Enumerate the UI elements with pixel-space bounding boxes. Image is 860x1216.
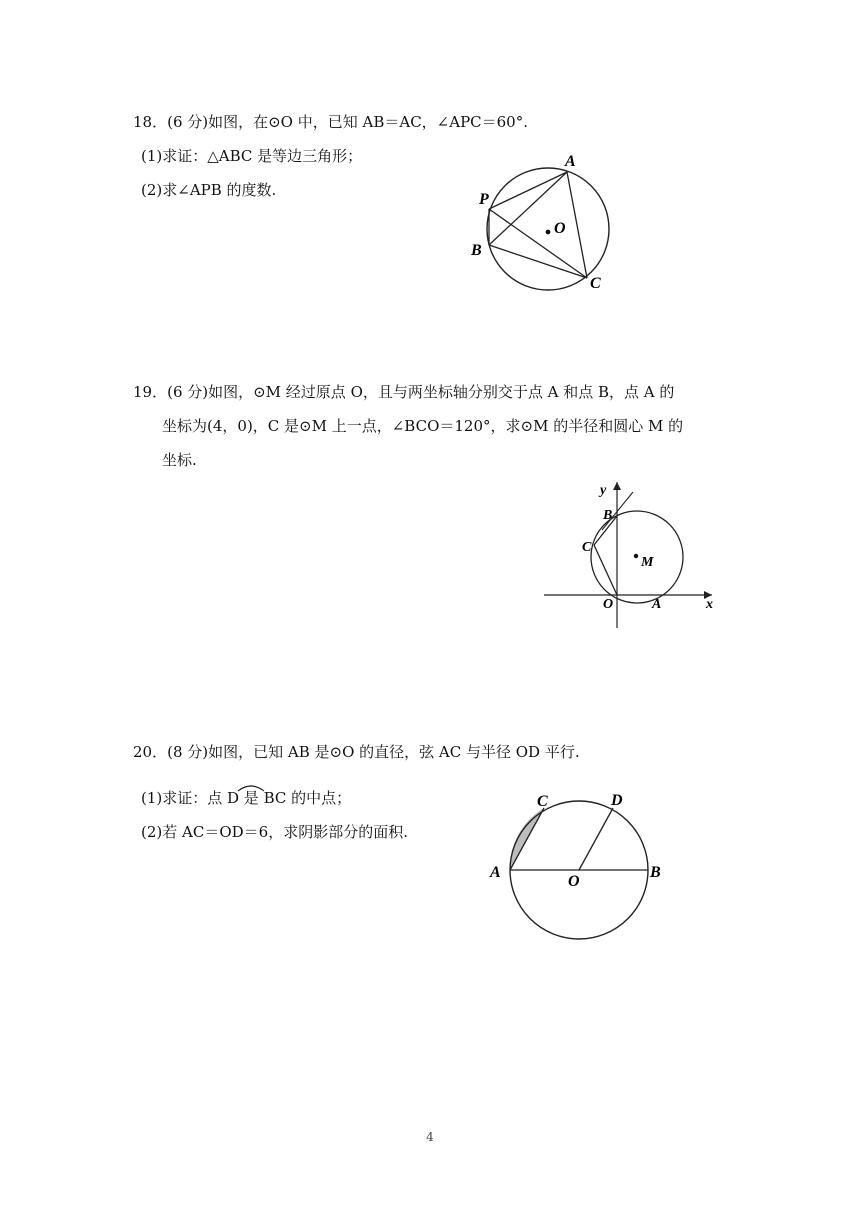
- q20-part2: (2)若 AC＝OD＝6，求阴影部分的面积.: [141, 823, 408, 841]
- q19-line2: 坐标为(4，0)，C 是⊙M 上一点，∠BCO＝120°，求⊙M 的半径和圆心 M 的: [162, 417, 684, 435]
- q18-part2: (2)求∠APB 的度数.: [141, 181, 277, 199]
- q20-part1-text: (1)求证：点 D 是 BC 的中点；: [141, 789, 352, 807]
- q19-label-y: y: [600, 483, 607, 498]
- q20-label-O: O: [568, 873, 580, 890]
- q20-stem: 20．(8 分)如图，已知 AB 是⊙O 的直径，弦 AC 与半径 OD 平行.: [133, 743, 580, 761]
- q18-seg-BC: [489, 245, 587, 278]
- q20-figure: [488, 785, 668, 945]
- q19-label-C: C: [582, 540, 592, 555]
- q18-label-A: A: [565, 153, 576, 170]
- q18-stem: 18．(6 分)如图，在⊙O 中，已知 AB＝AC，∠APC＝60°.: [133, 113, 528, 131]
- q19-center-dot: [634, 554, 638, 558]
- q19-seg-CO: [594, 545, 617, 595]
- q20-arc-mark: [236, 782, 266, 792]
- q18-seg-AC: [567, 172, 587, 278]
- q19-label-B: B: [603, 508, 613, 523]
- q19-y-arrow: [613, 482, 621, 490]
- q20-label-B: B: [650, 864, 661, 881]
- q19-line3: 坐标.: [162, 451, 197, 469]
- q20-label-A: A: [490, 864, 501, 881]
- q18-part1: (1)求证：△ABC 是等边三角形；: [141, 147, 363, 165]
- q18-label-C: C: [590, 275, 601, 292]
- q19-label-M: M: [641, 555, 654, 570]
- page-number: 4: [426, 1130, 434, 1144]
- q18-label-O: O: [554, 220, 566, 237]
- q18-seg-PC: [489, 209, 587, 278]
- q18-label-P: P: [479, 191, 489, 208]
- q19-label-A: A: [652, 597, 662, 612]
- q18-figure: [462, 145, 632, 295]
- q19-line1: 19．(6 分)如图，⊙M 经过原点 O，且与两坐标轴分别交于点 A 和点 B，点 A 的: [133, 383, 675, 401]
- q20-label-C: C: [537, 793, 548, 810]
- q19-figure: [540, 475, 725, 630]
- q18-center-dot: [546, 230, 551, 235]
- q19-label-x: x: [706, 597, 713, 612]
- q20-label-D: D: [611, 792, 623, 809]
- q20-part1: [141, 788, 351, 808]
- q20-radius-OD: [579, 808, 613, 870]
- q19-label-O: O: [603, 597, 614, 612]
- q18-label-B: B: [471, 242, 482, 259]
- q20-chord-AC: [510, 808, 544, 870]
